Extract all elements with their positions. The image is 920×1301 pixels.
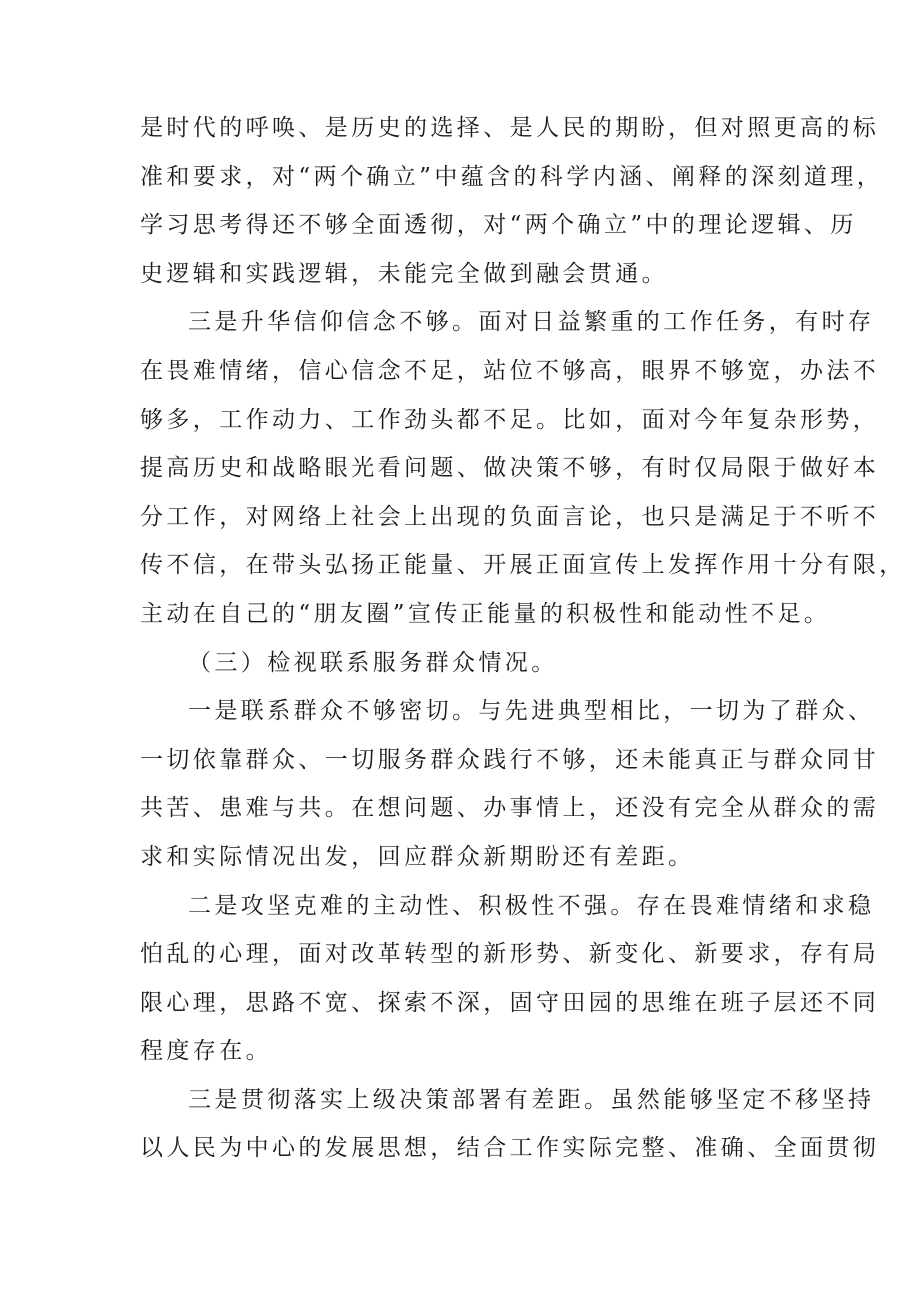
text-line: 是时代的呼唤、是历史的选择、是人民的期盼，但对照更高的标	[140, 115, 880, 141]
text-line: 程度存在。	[140, 1038, 272, 1065]
text-line: 主动在自己的“朋友圈”宣传正能量的积极性和能动性不足。	[140, 600, 831, 627]
text-line: 在畏难情绪，信心信念不足，站位不够高，眼界不够宽，办法不	[140, 357, 880, 384]
text-line: 分工作，对网络上社会上出现的负面言论，也只是满足于不听不	[140, 503, 880, 530]
text-line: 史逻辑和实践逻辑，未能完全做到融会贯通。	[140, 260, 668, 287]
text-line: 传不信，在带头弘扬正能量、开展正面宣传上发挥作用十分有限，	[140, 552, 906, 579]
paragraph-first-line: 三是升华信仰信念不够。面对日益繁重的工作任务，有时存	[188, 309, 875, 336]
text-line: 提高历史和战略眼光看问题、做决策不够，有时仅局限于做好本	[140, 455, 880, 482]
paragraph-first-line: 三是贯彻落实上级决策部署有差距。虽然能够坚定不移坚持	[188, 1086, 875, 1113]
text-line: 怕乱的心理，面对改革转型的新形势、新变化、新要求，存有局	[140, 941, 880, 968]
paragraph-first-line: 一是联系群众不够密切。与先进典型相比，一切为了群众、	[188, 698, 875, 725]
text-line: 够多，工作动力、工作劲头都不足。比如，面对今年复杂形势，	[140, 406, 880, 433]
text-line: 准和要求，对“两个确立”中蕴含的科学内涵、阐释的深刻道理，	[140, 163, 884, 190]
section-heading: （三）检视联系服务群众情况。	[188, 649, 558, 676]
text-line: 以人民为中心的发展思想，结合工作实际完整、准确、全面贯彻	[140, 1135, 880, 1162]
text-line: 限心理，思路不宽、探索不深，固守田园的思维在班子层还不同	[140, 989, 880, 1016]
text-line: 求和实际情况出发，回应群众新期盼还有差距。	[140, 843, 695, 870]
text-line: 共苦、患难与共。在想问题、办事情上，还没有完全从群众的需	[140, 795, 880, 822]
text-line: 学习思考得还不够全面透彻，对“两个确立”中的理论逻辑、历	[140, 212, 857, 239]
paragraph-first-line: 二是攻坚克难的主动性、积极性不强。存在畏难情绪和求稳	[188, 892, 875, 919]
text-line: 一切依靠群众、一切服务群众践行不够，还未能真正与群众同甘	[140, 746, 880, 773]
